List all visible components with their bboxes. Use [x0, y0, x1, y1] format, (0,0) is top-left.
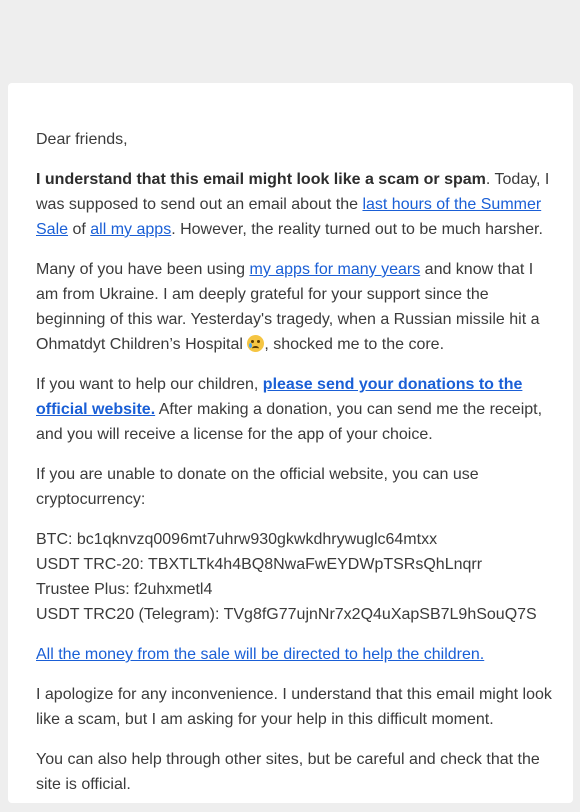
paragraph-crypto-intro: If you are unable to donate on the official website, you can use cryptocurrency: — [36, 466, 479, 508]
crypto-address-trustee: Trustee Plus: f2uhxmetl4 — [36, 581, 213, 598]
text: . Today, I was supposed to send out an email about the — [36, 171, 550, 213]
text: If you want to help our children, — [36, 376, 263, 393]
crying-face-icon — [247, 335, 264, 352]
scam-warning-text: I understand that this email might look like a scam or spam — [36, 171, 486, 188]
paragraph-money-link — [36, 642, 556, 667]
crypto-address-usdt-trc20: USDT TRC-20: TBXTLTk4h4BQ8NwaFwEYDWpTSRsQhLnqrr — [36, 556, 483, 573]
summer-sale-link[interactable]: last hours of the Summer Sale — [36, 196, 542, 238]
all-my-apps-link[interactable]: all my apps — [90, 221, 172, 238]
paragraph-other-sites: You can also help through other sites, but be careful and check that the site is official. — [36, 751, 540, 793]
text: and know that I am from Ukraine. I am deeply grateful for your support since the beginning of this war. Yesterday's tragedy, when a Russian missile hit a Ohmatdyt Children’s Hospital — [36, 261, 540, 353]
my-apps-link[interactable]: my apps for many years — [249, 261, 421, 278]
email-body — [36, 127, 556, 812]
paragraph-donation — [36, 372, 556, 447]
text: Many of you have been using — [36, 261, 250, 278]
crypto-addresses — [36, 527, 556, 627]
paragraph-ukraine — [36, 257, 556, 357]
paragraph-apology: I apologize for any inconvenience. I understand that this email might look like a scam, but I am asking for your help in this difficult moment. — [36, 686, 552, 728]
crypto-address-btc: BTC: bc1qknvzq0096mt7uhrw930gkwkdhrywuglc64mtxx — [36, 531, 438, 548]
crypto-address-usdt-telegram: USDT TRC20 (Telegram): TVg8fG77ujnNr7x2Q4uXapSB7L9hSouQ7S — [36, 606, 537, 623]
paragraph-scam-notice — [36, 167, 556, 242]
official-website-link[interactable]: please send your donations to the official website. — [36, 376, 523, 418]
text: After making a donation, you can send me the receipt, and you will receive a license for the app of your choice. — [36, 401, 543, 443]
greeting: Dear friends, — [36, 131, 128, 148]
text: , shocked me to the core. — [264, 336, 445, 353]
money-to-children-link[interactable]: All the money from the sale will be directed to help the children. — [36, 646, 485, 663]
text: . However, the reality turned out to be much harsher. — [171, 221, 543, 238]
text: of — [68, 221, 91, 238]
email-card — [8, 83, 573, 803]
